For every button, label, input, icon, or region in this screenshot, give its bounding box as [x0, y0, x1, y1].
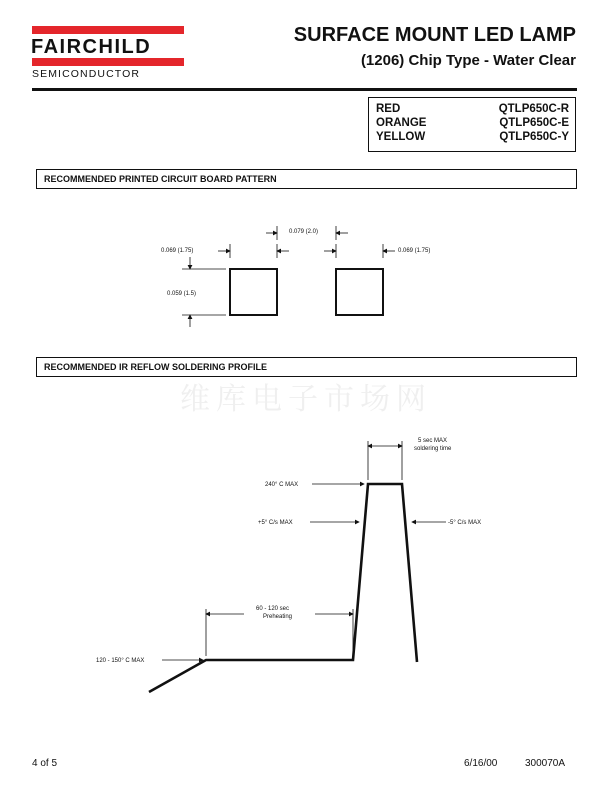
pcb-height-label: 0.059 (1.5): [167, 291, 197, 297]
part-number: QTLP650C-R: [498, 103, 569, 115]
document-number: 300070A: [525, 758, 566, 769]
page-number: 4 of 5: [32, 758, 58, 769]
page-subtitle: (1206) Chip Type - Water Clear: [360, 52, 576, 69]
part-color: YELLOW: [376, 131, 426, 143]
part-number: QTLP650C-Y: [499, 131, 569, 143]
part-number: QTLP650C-E: [499, 117, 569, 129]
peak-temp-label: 240° C MAX: [265, 482, 299, 488]
preheat-time-label: 60 - 120 sec: [256, 606, 290, 612]
company-logo-wordmark: FAIRCHILD: [31, 36, 152, 58]
pcb-gap-label: 0.079 (2.0): [289, 229, 319, 235]
ramp-down-label: -5° C/s MAX: [448, 520, 482, 526]
page-title: SURFACE MOUNT LED LAMP: [293, 24, 576, 46]
preheat-temp-label: 120 - 150° C MAX: [96, 658, 145, 664]
reflow-profile-drawing: [149, 441, 446, 692]
reflow-profile-curve: [149, 484, 417, 692]
pcb-pattern-drawing: [182, 226, 395, 327]
preheat-label: Preheating: [263, 614, 293, 620]
footer-date: 6/16/00: [464, 758, 498, 769]
pcb-left-width-label: 0.069 (1.75): [161, 248, 194, 254]
peak-time-label-2: soldering time: [414, 446, 452, 452]
right-solder-pad: [336, 269, 383, 315]
company-logo-subtitle: SEMICONDUCTOR: [32, 68, 141, 80]
left-solder-pad: [230, 269, 277, 315]
part-color: ORANGE: [376, 117, 427, 129]
pcb-right-width-label: 0.069 (1.75): [398, 248, 431, 254]
part-color: RED: [376, 103, 401, 115]
pcb-section-heading: RECOMMENDED PRINTED CIRCUIT BOARD PATTERN: [36, 169, 577, 189]
peak-time-label: 5 sec MAX: [418, 438, 448, 444]
ramp-up-label: +5° C/s MAX: [258, 520, 293, 526]
watermark: 维库电子市场网: [180, 382, 432, 417]
reflow-section-heading: RECOMMENDED IR REFLOW SOLDERING PROFILE: [36, 357, 577, 377]
